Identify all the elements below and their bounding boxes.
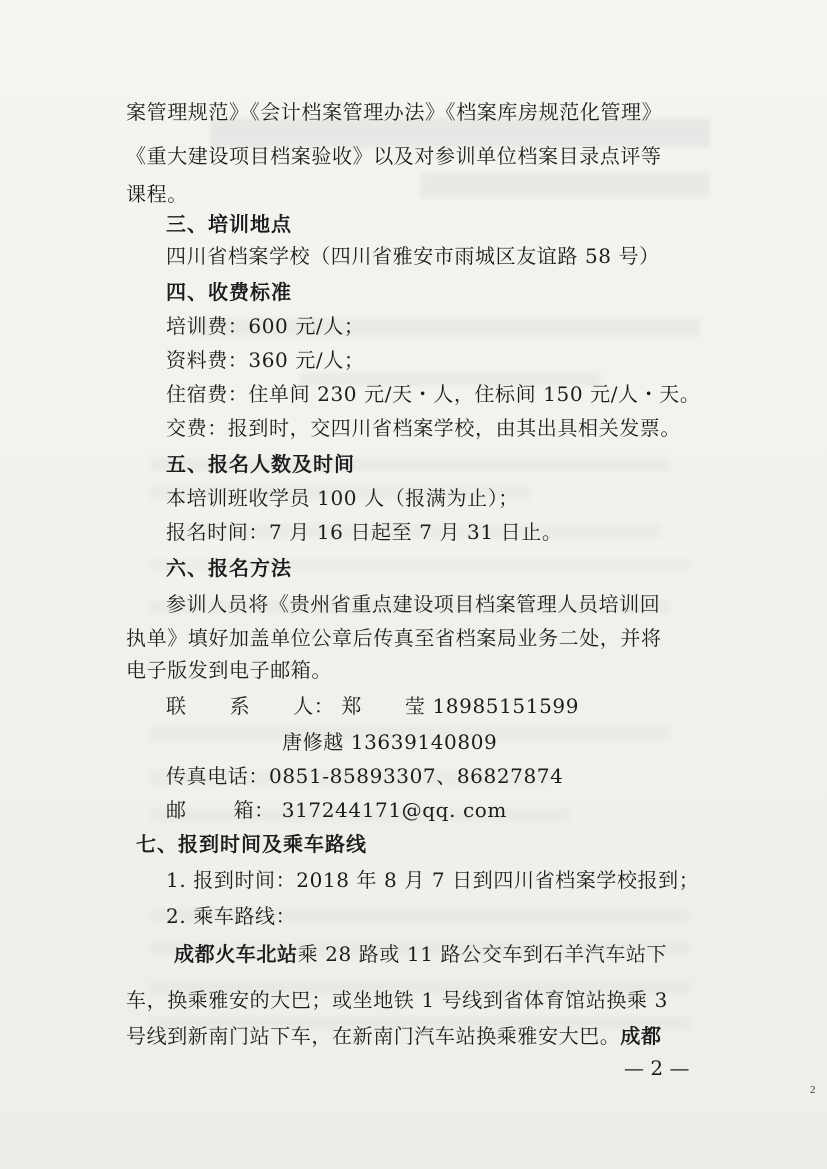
email-address: 317244171@qq. com [281,798,507,822]
body-line: 参训人员将《贵州省重点建设项目档案管理人员培训回 [166,592,661,616]
route-emphasis: 成都火车北站 [174,942,298,966]
email-label: 箱： [233,798,275,822]
contact-label: 联 [166,694,187,718]
route-line [174,940,667,968]
contact-phone: 18985151599 [432,694,580,718]
contact-name: 唐修越 [282,730,344,754]
section-heading-fees: 四、收费标准 [166,280,292,304]
section-heading-registration: 六、报名方法 [166,556,292,580]
registration-period: 报名时间：7 月 16 日起至 7 月 31 日止。 [166,520,563,544]
body-line: 执单》填好加盖单位公章后传真至省档案局业务二处，并将 [126,626,662,650]
email-line [166,796,507,824]
enrollment-capacity: 本培训班收学员 100 人（报满为止）； [166,486,519,510]
lodging-fee: 住宿费：住单间 230 元/天・人，住标间 150 元/人・天。 [166,382,701,406]
section-heading-arrival: 七、报到时间及乘车路线 [136,832,367,856]
body-line: 电子版发到电子邮箱。 [126,658,332,682]
body-line: 《重大建设项目档案验收》以及对参训单位档案目录点评等 [126,144,662,168]
contact-name: 郑 [341,694,362,718]
page-number: — 2 — [624,1056,690,1080]
payment-note: 交费：报到时，交四川省档案学校，由其出具相关发票。 [166,416,681,440]
route-heading: 2. 乘车路线： [166,904,297,928]
fax-line: 传真电话：0851-85893307、86827874 [166,764,564,788]
body-line: 课程。 [126,182,188,206]
route-text: 乘 28 路或 11 路公交车到石羊汽车站下 [297,942,668,966]
contact-label: 人： [293,694,335,718]
contact-line [282,728,497,756]
arrival-time: 1. 报到时间：2018 年 8 月 7 日到四川省档案学校报到； [166,868,700,892]
section-heading-location: 三、培训地点 [166,212,292,236]
contact-name: 莹 [404,694,426,718]
scan-page-index: 2 [810,1084,816,1096]
route-line [126,1022,662,1050]
route-line: 车，换乘雅安的大巴；或坐地铁 1 号线到省体育馆站换乘 3 [126,988,668,1012]
body-line: 案管理规范》《会计档案管理办法》《档案库房规范化管理》 [126,100,663,124]
training-fee: 培训费：600 元/人； [166,314,365,338]
email-label: 邮 [166,798,187,822]
route-emphasis: 成都 [620,1024,662,1048]
contact-label: 系 [229,694,251,718]
contact-line [166,692,579,720]
training-location: 四川省档案学校（四川省雅安市雨城区友谊路 58 号） [166,244,660,268]
route-text: 号线到新南门站下车，在新南门汽车站换乘雅安大巴。 [126,1024,621,1048]
contact-phone: 13639140809 [350,730,498,754]
section-heading-enrollment: 五、报名人数及时间 [166,452,355,476]
material-fee: 资料费：360 元/人； [166,348,365,372]
